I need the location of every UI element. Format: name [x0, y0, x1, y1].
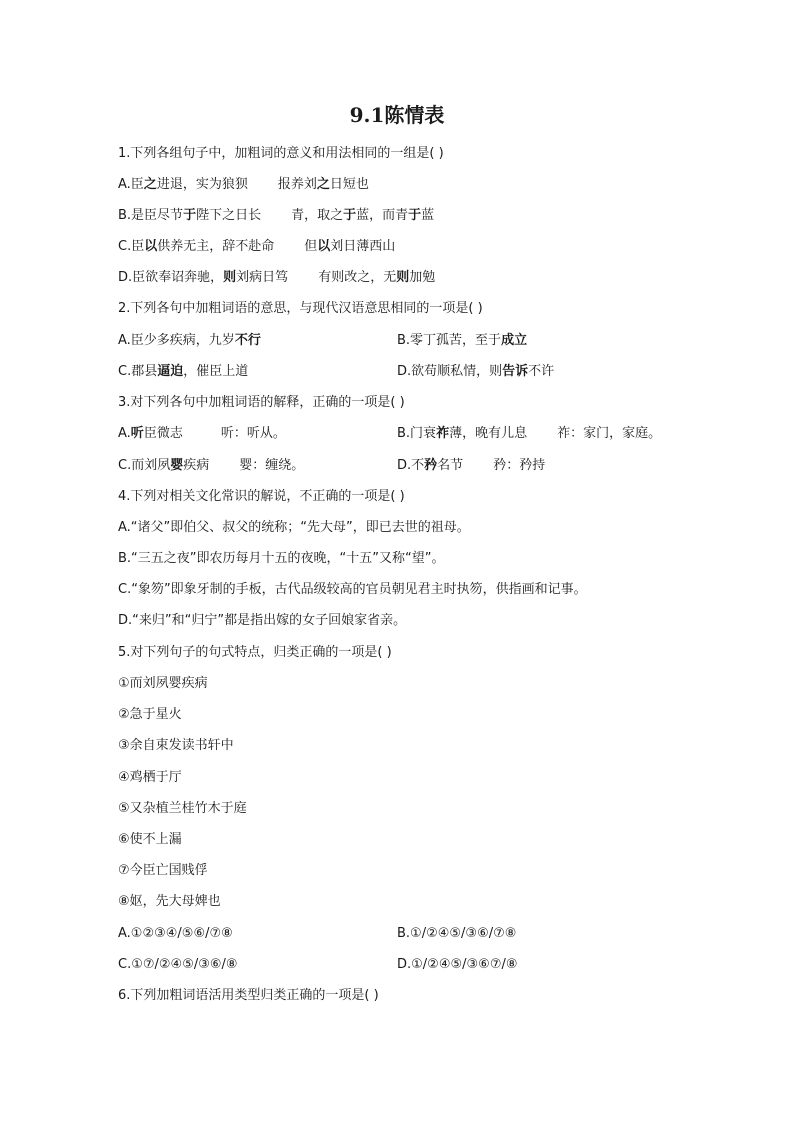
- q2-a-bold: 不行: [234, 333, 261, 348]
- q4-option-d: D.“来归”和“归宁”都是指出嫁的女子回娘家省亲。: [118, 613, 407, 628]
- q2-c-bold: 逼迫: [157, 364, 184, 379]
- q3-d-text1: D.不: [397, 458, 425, 473]
- q1-a-text3: 报养刘: [277, 177, 317, 192]
- q1-d-text2: 刘病日笃: [236, 270, 289, 285]
- q5-item: ⑧妪，先大母婢也: [118, 894, 221, 909]
- q2-d-bold: 告诉: [502, 364, 529, 379]
- q3-option-b: [397, 424, 661, 444]
- q2-a-text1: A.臣少多疾病，九岁: [118, 333, 235, 348]
- q1-c-text4: 刘日薄西山: [330, 239, 396, 254]
- q3-option-d: [397, 456, 545, 476]
- q3-c-text1: C.而刘夙: [118, 458, 171, 473]
- q2-option-b: [397, 331, 527, 351]
- q2-c-text2: ，催臣上道: [183, 364, 249, 379]
- q5-row-2: [118, 955, 518, 975]
- q1-d-text1: D.臣欲奉诏奔驰，: [118, 270, 224, 285]
- q1-b-bold1: 于: [183, 208, 197, 223]
- q1-b-text2: 陛下之日长: [196, 208, 262, 223]
- q3-b-text1: B.门衰: [397, 426, 437, 441]
- q5-item: ③余自束发读书轩中: [118, 738, 234, 753]
- q3-a-text2: 臣微志: [143, 426, 183, 441]
- q3-c-text2: 疾病: [183, 458, 210, 473]
- q1-b-bold3: 于: [408, 208, 422, 223]
- q5-option-b: B.①/②④⑤/③⑥/⑦⑧: [397, 926, 517, 941]
- q1-c-text2: 供养无主，辞不赴命: [157, 239, 275, 254]
- q1-a-bold1: 之: [143, 177, 157, 192]
- q3-b-gloss: 祚：家门，家庭。: [557, 426, 662, 441]
- page-title: 9.1陈情表: [349, 103, 445, 127]
- q2-option-c: [118, 364, 248, 379]
- q1-c-text1: C.臣: [118, 239, 145, 254]
- q5-option-a: A.①②③④/⑤⑥/⑦⑧: [118, 926, 233, 941]
- q2-row-1: [118, 331, 528, 351]
- q4-option-b: B.“三五之夜”即农历每月十五的夜晚，“十五”又称“望”。: [118, 551, 445, 566]
- q1-c-bold2: 以: [317, 239, 331, 254]
- q5-item: ①而刘夙婴疾病: [118, 676, 208, 691]
- q2-d-text2: 不许: [528, 364, 555, 379]
- q1-d-text4: 加勉: [409, 270, 436, 285]
- q3-option-c: [118, 458, 304, 473]
- q3-option-a: [118, 426, 286, 441]
- q3-d-gloss: 矜：矜持: [493, 458, 546, 473]
- q3-a-text1: A.: [118, 426, 131, 441]
- q1-a-bold2: 之: [316, 177, 330, 192]
- q4-option-a: A.“诸父”即伯父、叔父的统称；“先大母”，即已去世的祖母。: [118, 520, 470, 535]
- q2-stem: 2.下列各句中加粗词语的意思，与现代汉语意思相同的一项是( ): [118, 301, 483, 316]
- q1-d-bold1: 则: [223, 270, 237, 285]
- q2-b-bold: 成立: [501, 333, 528, 348]
- q3-a-gloss: 听：听从。: [220, 426, 286, 441]
- q5-item: ②急于星火: [118, 707, 182, 722]
- q4-option-c: C.“象笏”即象牙制的手板，古代品级较高的官员朝见君主时执笏，供指画和记事。: [118, 582, 587, 597]
- q1-c-text3: 但: [304, 239, 318, 254]
- q5-item: ⑤又杂植兰桂竹木于庭: [118, 801, 247, 816]
- q1-b-text4: 蓝，而青: [356, 208, 409, 223]
- q5-item: ⑥使不上漏: [118, 832, 182, 847]
- q1-b-text5: 蓝: [421, 208, 435, 223]
- q5-stem: 5.对下列句子的句式特点，归类正确的一项是( ): [118, 645, 392, 660]
- q3-a-bold: 听: [130, 426, 144, 441]
- q3-stem: 3.对下列各句中加粗词语的解释，正确的一项是( ): [118, 395, 405, 410]
- q3-row-2: [118, 456, 546, 476]
- q1-d-bold2: 则: [396, 270, 410, 285]
- q1-b-bold2: 于: [343, 208, 357, 223]
- q4-stem: 4.下列对相关文化常识的解说，不正确的一项是( ): [118, 489, 405, 504]
- q3-d-bold: 矜: [424, 458, 438, 473]
- q1-d-text3: 有则改之，无: [318, 270, 397, 285]
- q3-b-bold: 祚: [436, 426, 450, 441]
- q1-option-b: [118, 206, 434, 226]
- q1-option-a: [118, 175, 369, 195]
- q5-item: ④鸡栖于厅: [118, 770, 182, 785]
- q5-option-c: C.①⑦/②④⑤/③⑥/⑧: [118, 957, 238, 972]
- q1-a-text2: 进退，实为狼狈: [156, 177, 248, 192]
- q1-a-text1: A.臣: [118, 177, 144, 192]
- q2-option-a: [118, 333, 261, 348]
- q3-row-1: [118, 424, 662, 444]
- q1-option-d: [118, 268, 435, 288]
- q2-row-2: [118, 362, 555, 382]
- q6-stem: 6.下列加粗词语活用类型归类正确的一项是( ): [118, 988, 379, 1003]
- q1-a-text4: 日短也: [329, 177, 369, 192]
- q5-item: ⑦今臣亡国贱俘: [118, 863, 208, 878]
- q3-b-text2: 薄，晚有儿息: [449, 426, 528, 441]
- q5-row-1: [118, 924, 517, 944]
- q1-option-c: [118, 237, 395, 257]
- q1-b-text1: B.是臣尽节: [118, 208, 184, 223]
- q1-stem: 1.下列各组句子中，加粗词的意义和用法相同的一组是( ): [118, 146, 444, 161]
- q1-b-text3: 青，取之: [291, 208, 344, 223]
- q3-d-text2: 名节: [437, 458, 464, 473]
- q2-d-text1: D.欲苟顺私情，则: [397, 364, 503, 379]
- q2-b-text1: B.零丁孤苦，至于: [397, 333, 502, 348]
- q2-c-text1: C.郡县: [118, 364, 158, 379]
- q3-c-bold: 婴: [170, 458, 184, 473]
- q1-c-bold1: 以: [144, 239, 158, 254]
- q2-option-d: [397, 362, 554, 382]
- q3-c-gloss: 婴：缠绕。: [239, 458, 305, 473]
- q5-option-d: D.①/②④⑤/③⑥⑦/⑧: [397, 957, 518, 972]
